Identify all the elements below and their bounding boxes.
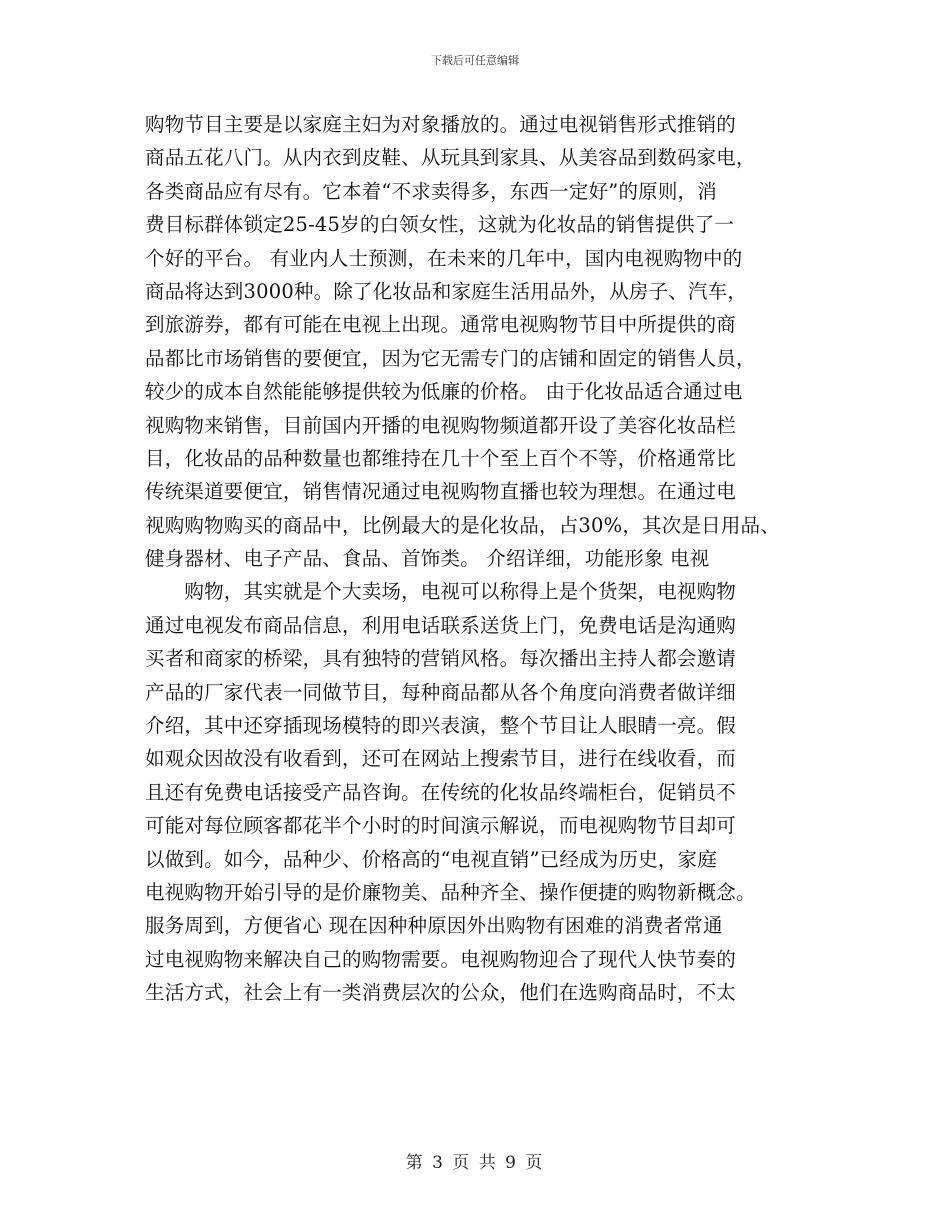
text-line: 视购物来销售，目前国内开播的电视购物频道都开设了美容化妆品栏 bbox=[145, 413, 737, 437]
text-line: 较少的成本自然能能够提供较为低廉的价格。 由于化妆品适合通过电 bbox=[145, 380, 743, 404]
text-line: 且还有免费电话接受产品咨询。在传统的化妆品终端柜台，促销员不 bbox=[145, 780, 737, 804]
text-line: 过电视购物来解决自己的购物需要。电视购物迎合了现代人快节奏的 bbox=[145, 947, 737, 971]
text-line: 如观众因故没有收看到，还可在网站上搜索节目，进行在线收看，而 bbox=[145, 747, 737, 771]
text-line: 费目标群体锁定25-45岁的白领女性，这就为化妆品的销售提供了一 bbox=[145, 213, 735, 237]
text-line: 商品将达到3000种。除了化妆品和家庭生活用品外，从房子、汽车， bbox=[145, 279, 748, 303]
text-line: 品都比市场销售的要便宜，因为它无需专门的店铺和固定的销售人员， bbox=[145, 346, 756, 370]
text-line: 到旅游券，都有可能在电视上出现。通常电视购物节目中所提供的商 bbox=[145, 313, 737, 337]
text-line: 以做到。如今，品种少、价格高的“电视直销”已经成为历史，家庭 bbox=[145, 847, 717, 871]
text-line: 可能对每位顾客都花半个小时的时间演示解说，而电视购物节目却可 bbox=[145, 814, 737, 838]
document-body bbox=[145, 108, 805, 1010]
text-line: 通过电视发布商品信息，利用电话联系送货上门，免费电话是沟通购 bbox=[145, 613, 737, 637]
text-line: 买者和商家的桥梁，具有独特的营销风格。每次播出主持人都会邀请 bbox=[145, 647, 737, 671]
text-line: 个好的平台。 有业内人士预测，在未来的几年中，国内电视购物中的 bbox=[145, 246, 743, 270]
text-line: 生活方式，社会上有一类消费层次的公众，他们在选购商品时，不太 bbox=[145, 981, 737, 1005]
text-line: 产品的厂家代表一同做节目，每种商品都从各个角度向消费者做详细 bbox=[145, 680, 737, 704]
text-line: 购物，其实就是个大卖场，电视可以称得上是个货架，电视购物 bbox=[145, 580, 737, 604]
text-line: 视购购物购买的商品中，比例最大的是化妆品，占30%，其次是日用品、 bbox=[145, 513, 780, 537]
text-line: 商品五花八门。从内衣到皮鞋、从玩具到家具、从美容品到数码家电， bbox=[145, 146, 756, 170]
text-line: 健身器材、电子产品、食品、首饰类。 介绍详细，功能形象 电视 bbox=[145, 547, 710, 571]
page-header: 下载后可任意编辑 bbox=[431, 54, 519, 67]
text-line: 目，化妆品的品种数量也都维持在几十个至上百个不等，价格通常比 bbox=[145, 446, 737, 470]
text-line: 购物节目主要是以家庭主妇为对象播放的。通过电视销售形式推销的 bbox=[145, 113, 737, 136]
text-line: 传统渠道要便宜，销售情况通过电视购物直播也较为理想。在通过电 bbox=[145, 480, 737, 504]
text-line: 服务周到，方便省心 现在因种种原因外出购物有困难的消费者常通 bbox=[145, 914, 723, 938]
text-line: 介绍，其中还穿插现场模特的即兴表演，整个节目让人眼睛一亮。假 bbox=[145, 714, 737, 738]
text-line: 电视购物开始引导的是价廉物美、品种齐全、操作便捷的购物新概念。 bbox=[145, 880, 756, 904]
text-line: 各类商品应有尽有。它本着“不求卖得多，东西一定好”的原则，消 bbox=[145, 179, 717, 203]
page-number: 第 3 页 共 9 页 bbox=[405, 1153, 545, 1173]
